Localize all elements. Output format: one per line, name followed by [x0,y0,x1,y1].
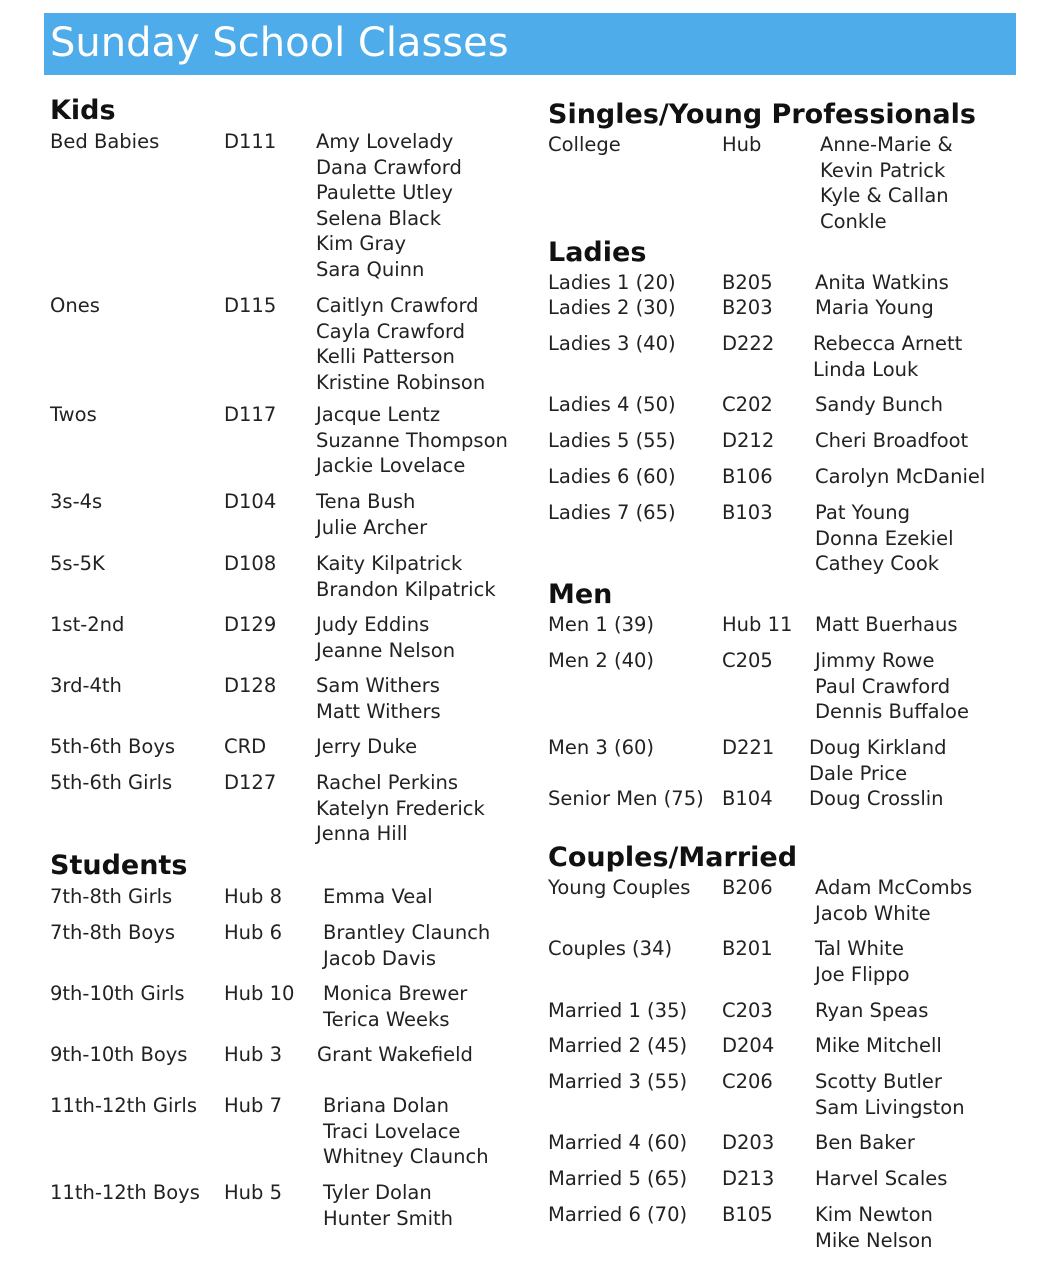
teacher-name: Harvel Scales [815,1167,948,1190]
class-teachers [815,1130,915,1156]
class-room: D108 [224,552,277,575]
teacher-name: Kim Gray [316,232,407,255]
class-teachers [323,1180,453,1231]
class-teachers [815,998,928,1024]
teacher-name: Brandon Kilpatrick [316,577,496,601]
class-teachers [815,1033,942,1059]
class-room: Hub 10 [224,982,295,1005]
class-teachers [317,1042,473,1068]
teacher-name: Paul Crawford [815,674,951,698]
class-teachers [316,673,441,724]
class-teachers [815,428,968,454]
teacher-name: Kim Newton [815,1203,933,1226]
teacher-name: Rebecca Arnett [813,332,963,355]
class-room: D127 [224,771,277,794]
class-room: C205 [722,649,773,672]
class-name: Young Couples [548,876,691,899]
class-room: B104 [722,787,773,810]
class-room: D212 [722,429,775,452]
class-room: B206 [722,876,773,899]
class-teachers [316,402,508,479]
teacher-name: Sara Quinn [316,257,425,281]
teacher-name: Tyler Dolan [323,1181,432,1204]
teacher-name: Kaity Kilpatrick [316,552,463,575]
teacher-name: Matt Buerhaus [815,613,958,636]
class-teachers [815,936,910,987]
class-name: Senior Men (75) [548,787,704,810]
teacher-name: Selena Black [316,206,442,230]
class-teachers [809,786,944,812]
class-name: College [548,133,621,156]
teacher-name: Sandy Bunch [815,393,943,416]
class-teachers [815,648,969,725]
class-name: Ladies 3 (40) [548,332,676,355]
teacher-name: Judy Eddins [316,613,430,636]
teacher-name: Jacque Lentz [316,403,441,426]
teacher-name: Amy Lovelady [316,130,454,153]
class-teachers [815,295,934,321]
class-name: Ladies 5 (55) [548,429,676,452]
class-room: D128 [224,674,277,697]
class-name: Couples (34) [548,937,673,960]
teacher-name: Sam Livingston [815,1095,965,1119]
teacher-name: Maria Young [815,296,934,319]
class-room: D221 [722,736,775,759]
class-name: 11th-12th Girls [50,1094,197,1117]
section-heading: Ladies [548,237,647,268]
teacher-name: Jenna Hill [316,822,408,845]
teacher-name: Joe Flippo [815,962,910,986]
class-room: Hub 8 [224,885,283,908]
teacher-name: Suzanne Thompson [316,428,508,452]
teacher-name: Carolyn McDaniel [815,465,986,488]
class-name: 3s-4s [50,490,103,513]
teacher-name: Cayla Crawford [316,319,466,343]
class-room: B203 [722,296,773,319]
teacher-name: Whitney Claunch [323,1145,489,1168]
class-name: Ones [50,294,100,317]
teacher-name: Caitlyn Crawford [316,294,479,317]
teacher-name: Jerry Duke [316,735,418,758]
teacher-name: Briana Dolan [323,1094,449,1117]
class-name: Ladies 2 (30) [548,296,676,319]
teacher-name: Mike Mitchell [815,1034,942,1057]
class-room: B106 [722,465,773,488]
class-teachers [316,551,496,602]
class-room: D204 [722,1034,775,1057]
teacher-name: Kristine Robinson [316,370,486,394]
teacher-name: Doug Kirkland [809,736,947,759]
teacher-name: Traci Lovelace [323,1119,461,1143]
class-name: 5th-6th Girls [50,771,173,794]
class-room: D203 [722,1131,775,1154]
class-teachers [316,612,455,663]
class-name: 9th-10th Boys [50,1043,188,1066]
teacher-name: Emma Veal [323,885,433,908]
teacher-name: Anita Watkins [815,271,949,294]
class-room: Hub 7 [224,1094,283,1117]
class-room: B205 [722,271,773,294]
teacher-name: Paulette Utley [316,181,453,204]
class-name: Married 3 (55) [548,1070,688,1093]
teacher-name: Mike Nelson [815,1228,933,1252]
class-room: B105 [722,1203,773,1226]
class-teachers [815,270,949,296]
class-name: Ladies 6 (60) [548,465,676,488]
teacher-name: Dale Price [809,761,908,785]
class-room: Hub 3 [224,1043,283,1066]
class-room: C206 [722,1070,773,1093]
class-name: 9th-10th Girls [50,982,185,1005]
teacher-name: Ben Baker [815,1131,915,1154]
teacher-name: Adam McCombs [815,876,973,899]
class-name: Ladies 1 (20) [548,271,676,294]
class-teachers [815,875,972,926]
class-room: B103 [722,501,773,524]
teacher-name: Donna Ezekiel [815,526,954,550]
class-teachers [323,920,490,971]
class-room: B201 [722,937,773,960]
teacher-name: Cheri Broadfoot [815,429,969,452]
class-name: 11th-12th Boys [50,1181,200,1204]
class-name: 7th-8th Boys [50,921,176,944]
class-name: 1st-2nd [50,613,125,636]
class-name: Men 2 (40) [548,649,655,672]
teacher-name: Dennis Buffaloe [815,700,969,723]
class-name: 5s-5K [50,552,105,575]
class-name: Married 4 (60) [548,1131,688,1154]
class-name: Married 2 (45) [548,1034,688,1057]
section-heading: Students [50,850,188,881]
class-room: D111 [224,130,277,153]
class-teachers [815,1202,933,1253]
class-room: D222 [722,332,775,355]
section-heading: Men [548,579,613,610]
teacher-name: Tal White [815,937,904,960]
teacher-name: Matt Withers [316,699,441,723]
class-teachers [815,1069,965,1120]
class-name: Men 3 (60) [548,736,655,759]
class-name: Ladies 4 (50) [548,393,676,416]
section-heading: Singles/Young Professionals [548,99,976,130]
teacher-name: Jackie Lovelace [316,454,466,477]
teacher-name: Conkle [820,209,887,233]
class-teachers [815,1166,947,1192]
class-name: Twos [50,403,97,426]
teacher-name: Ryan Speas [815,999,929,1022]
teacher-name: Jacob White [815,901,931,925]
class-teachers [815,464,985,490]
class-name: Married 6 (70) [548,1203,688,1226]
class-name: Married 1 (35) [548,999,688,1022]
class-room: D129 [224,613,277,636]
class-name: 7th-8th Girls [50,885,173,908]
class-room: D115 [224,294,277,317]
teacher-name: Monica Brewer [323,982,468,1005]
class-name: Ladies 7 (65) [548,501,676,524]
class-teachers [815,612,958,638]
teacher-name: Kelli Patterson [316,345,455,368]
teacher-name: Sam Withers [316,674,440,697]
class-room: Hub 6 [224,921,283,944]
teacher-name: Kyle & Callan [820,184,949,207]
teacher-name: Linda Louk [813,357,919,381]
class-teachers [813,331,962,382]
teacher-name: Jimmy Rowe [815,649,935,672]
class-name: Bed Babies [50,130,160,153]
class-teachers [820,132,953,234]
teacher-name: Brantley Claunch [323,921,491,944]
class-room: Hub 5 [224,1181,283,1204]
class-room: Hub 11 [722,613,793,636]
teacher-name: Dana Crawford [316,155,462,179]
class-room: C203 [722,999,773,1022]
class-room: Hub [722,133,762,156]
class-teachers [316,489,427,540]
class-name: 3rd-4th [50,674,122,697]
class-teachers [323,884,433,910]
class-room: CRD [224,735,267,758]
teacher-name: Scotty Butler [815,1070,942,1093]
class-room: D213 [722,1167,775,1190]
teacher-name: Jacob Davis [323,946,437,970]
section-heading: Kids [50,95,116,126]
class-room: D104 [224,490,277,513]
teacher-name: Doug Crosslin [809,787,944,810]
teacher-name: Kevin Patrick [820,158,946,182]
class-teachers [323,981,467,1032]
teacher-name: Pat Young [815,501,911,524]
class-teachers [323,1093,489,1170]
teacher-name: Rachel Perkins [316,771,459,794]
class-teachers [809,735,947,786]
teacher-name: Cathey Cook [815,552,940,575]
section-heading: Couples/Married [548,842,798,873]
teacher-name: Tena Bush [316,490,416,513]
class-teachers [815,500,954,577]
teacher-name: Jeanne Nelson [316,638,456,662]
class-teachers [316,770,485,847]
class-teachers [815,392,943,418]
teacher-name: Terica Weeks [323,1007,450,1031]
class-name: Men 1 (39) [548,613,655,636]
teacher-name: Katelyn Frederick [316,796,485,820]
page-title: Sunday School Classes [50,20,509,66]
class-teachers [316,129,462,282]
teacher-name: Anne-Marie & [820,133,953,156]
class-name: 5th-6th Boys [50,735,176,758]
teacher-name: Hunter Smith [323,1206,454,1230]
title-banner [44,13,1016,75]
class-room: C202 [722,393,773,416]
class-teachers [316,293,485,395]
teacher-name: Julie Archer [316,515,428,539]
class-room: D117 [224,403,277,426]
class-name: Married 5 (65) [548,1167,688,1190]
teacher-name: Grant Wakefield [317,1043,473,1066]
class-teachers [316,734,417,760]
